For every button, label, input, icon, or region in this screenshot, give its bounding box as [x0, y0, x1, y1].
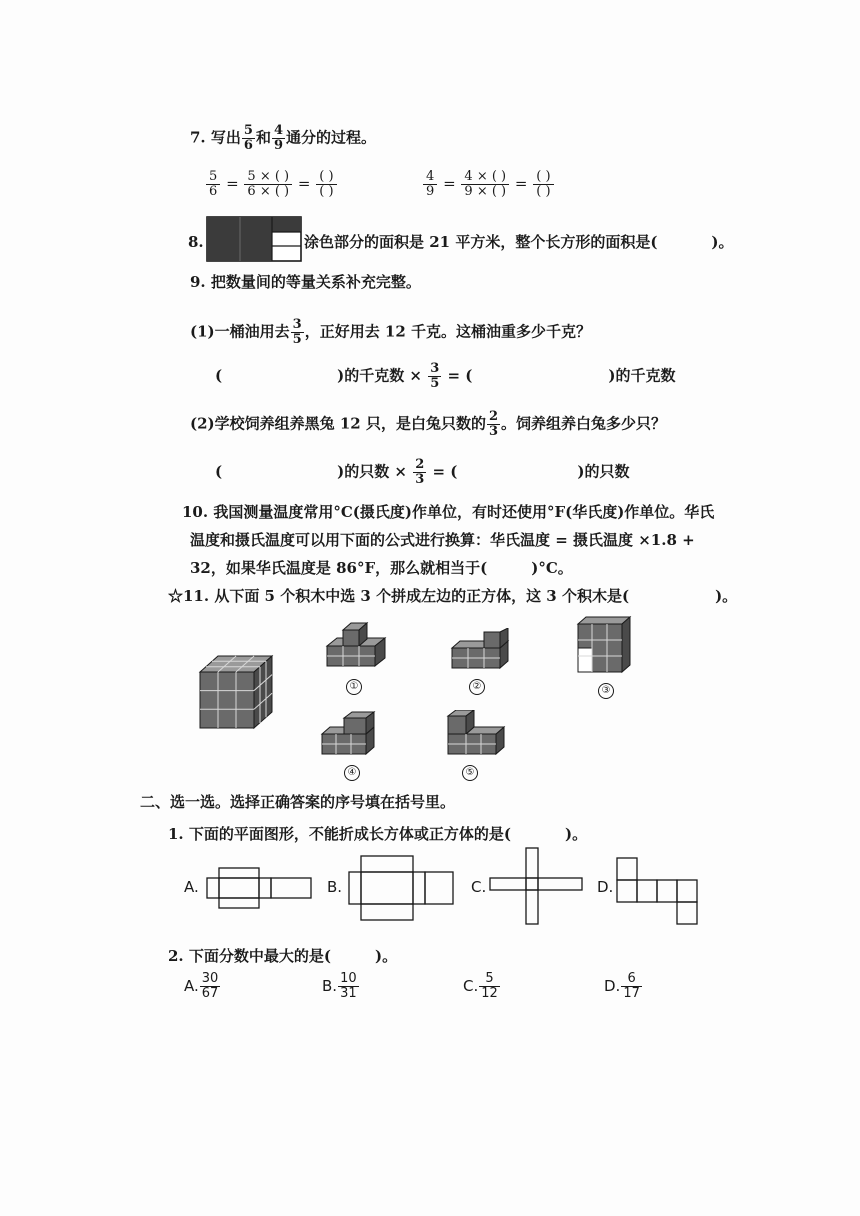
- s2-q2-option-c: C. $\frac{5}{12}$: [463, 971, 498, 1001]
- q11-assembled-cube: [196, 652, 278, 732]
- s2-q2-option-a: A. $\frac{30}{67}$: [184, 971, 219, 1001]
- s2-q2-option-d: D. $\frac{6}{17}$: [604, 971, 640, 1001]
- q10-line-3: 32，如果华氏温度是 86°F，那么就相当于( )°C。: [190, 559, 573, 577]
- section2-title: 二、选一选。选择正确答案的序号填在括号里。: [140, 793, 456, 811]
- q11-block-4: [318, 710, 384, 758]
- q9-part2-equation: ( )的只数 × $\frac{2}{3}$ = ( )的只数: [215, 457, 630, 487]
- q11-block-2: [448, 628, 518, 672]
- q11-label-4: ④: [344, 760, 360, 781]
- s2-q1-option-c-label: C.: [471, 878, 487, 896]
- q8-shaded-rectangle: [206, 216, 302, 262]
- s2-q1-net-d: [615, 856, 705, 926]
- s2-q2-question: 2. 下面分数中最大的是( )。: [168, 947, 398, 965]
- q11-block-3: [574, 614, 634, 676]
- q10-line-1: 10. 我国测量温度常用°C(摄氏度)作单位，有时还使用°F(华氏度)作单位。华氏: [182, 503, 715, 521]
- s2-q1-net-c: [488, 846, 588, 928]
- s2-q1-net-a: [205, 864, 315, 912]
- s2-q2-option-b: B. $\frac{10}{31}$: [322, 971, 357, 1001]
- q9-part1-equation: ( )的千克数 × $\frac{3}{5}$ = ( )的千克数: [215, 361, 676, 391]
- q11-block-1: [323, 620, 393, 670]
- q9-part2-question: (2)学校饲养组养黑兔 12 只，是白兔只数的 $\frac{2}{3}$ 。饲养组养白兔多少只？: [190, 409, 667, 439]
- s2-q1-net-b: [347, 854, 457, 924]
- q11-label-2: ②: [469, 674, 485, 695]
- q11-question: ☆11. 从下面 5 个积木中选 3 个拼成左边的正方体，这 3 个积木是( )。: [168, 587, 738, 605]
- q7-equation-2: $\frac{4}{9}$ = $\frac{4 \times ( )}{9 \times ( )}$ = $\frac{( )}{( )}$: [422, 170, 555, 199]
- q9-part1-question: (1)一桶油用去 $\frac{3}{5}$ ，正好用去 12 千克。这桶油重多少千克？: [190, 317, 592, 347]
- q9-title: 9. 把数量间的等量关系补充完整。: [190, 273, 421, 291]
- s2-q1-option-a-label: A.: [184, 878, 199, 896]
- q11-label-1: ①: [346, 674, 362, 695]
- s2-q1-option-d-label: D.: [597, 878, 614, 896]
- q8-number: 8.: [188, 233, 204, 251]
- s2-q1-question: 1. 下面的平面图形，不能折成长方体或正方体的是( )。: [168, 825, 588, 843]
- s2-q1-option-b-label: B.: [327, 878, 343, 896]
- q11-block-5: [444, 710, 510, 758]
- q8-text: 涂色部分的面积是 21 平方米，整个长方形的面积是( )。: [304, 233, 734, 251]
- q11-label-5: ⑤: [462, 760, 478, 781]
- q7-equation-1: $\frac{5}{6}$ = $\frac{5 \times ( )}{6 \times ( )}$ = $\frac{( )}{( )}$: [205, 170, 338, 199]
- q10-line-2: 温度和摄氏温度可以用下面的公式进行换算：华氏温度 = 摄氏温度 ×1.8 +: [190, 531, 695, 549]
- q11-label-3: ③: [598, 678, 614, 699]
- q7-title: 7. 写出 $\frac{5}{6}$ 和 $\frac{4}{9}$ 通分的过程。: [190, 123, 377, 153]
